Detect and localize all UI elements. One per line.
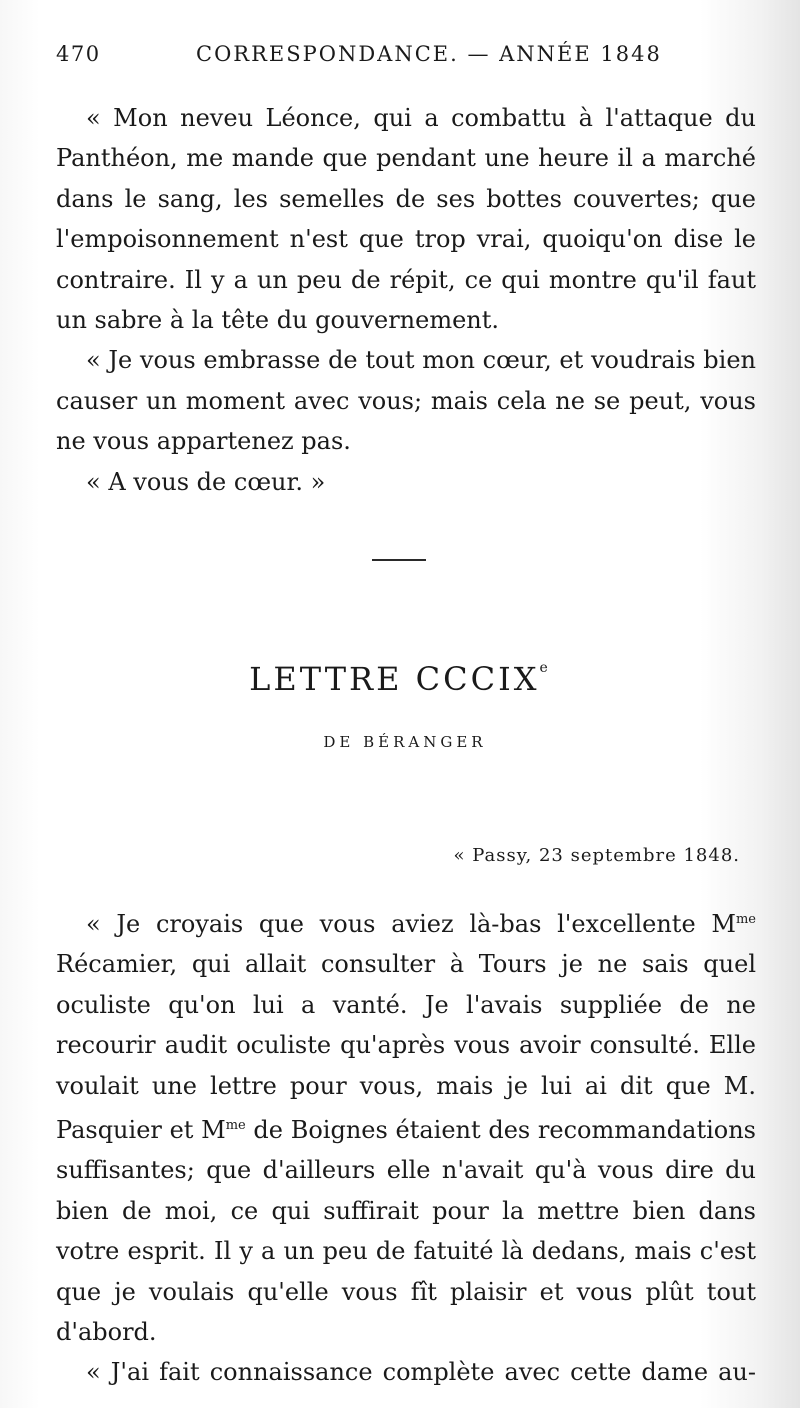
paragraph-closing: « A vous de cœur. »: [86, 467, 326, 496]
letter-continuation: [56, 98, 756, 502]
paragraph-recamier: [56, 900, 756, 1352]
paragraph-connaissance: « J'ai fait connaissance complète avec cette dame au-: [86, 1358, 756, 1387]
section-divider: [372, 559, 426, 561]
dateline: « Passy, 23 septembre 1848.: [453, 845, 740, 866]
letter-author: DE BÉRANGER: [323, 733, 487, 751]
paragraph-recamier-part2: Récamier, qui allait consulter à Tours je ne sais quel oculiste qu'on lui a vanté. Je l'avais suppliée de ne recourir audit oculiste qu'après vous avoir consulté. Elle voulait une lettre pour vous, mais je lui ai dit que M. Pasquier et M: [56, 950, 756, 1145]
letter-title-suffix: e: [539, 660, 551, 676]
paragraph-recamier-part3: de Boignes étaient des recommandations suffisantes; que d'ailleurs elle n'avait qu'à vous dire du bien de moi, ce qui suffirait pour la mettre bien dans votre esprit. Il y a un peu de fatuité là dedans, mais c'est que je voulais qu'elle vous fît plaisir et vous plût tout d'abord.: [56, 1116, 756, 1347]
letter-title: LETTRE CCCIX: [249, 660, 540, 698]
paragraph-embrasse: « Je vous embrasse de tout mon cœur, et voudrais bien causer un moment avec vous; mais cela ne se peut, vous ne vous appartenez pas.: [56, 346, 756, 456]
madame-abbrev-1: me: [735, 912, 756, 927]
letter-heading: [0, 660, 800, 698]
page-header: [56, 42, 748, 76]
page-number: 470: [56, 42, 101, 66]
madame-abbrev-2: me: [225, 1118, 246, 1134]
paragraph-recamier-part1: « Je croyais que vous aviez là-bas l'excellente M: [86, 910, 736, 938]
letter-body: [56, 900, 756, 1393]
running-title: CORRESPONDANCE. — ANNÉE 1848: [196, 42, 662, 66]
paragraph-pantheon: « Mon neveu Léonce, qui a combattu à l'attaque du Panthéon, me mande que pendant une heure il a marché dans le sang, les semelles de ses bottes couvertes; que l'empoisonnement n'est que trop vrai, quoiqu'on dise le contraire. Il y a un peu de répit, ce qui montre qu'il faut un sabre à la tête du gouvernement.: [56, 104, 756, 335]
